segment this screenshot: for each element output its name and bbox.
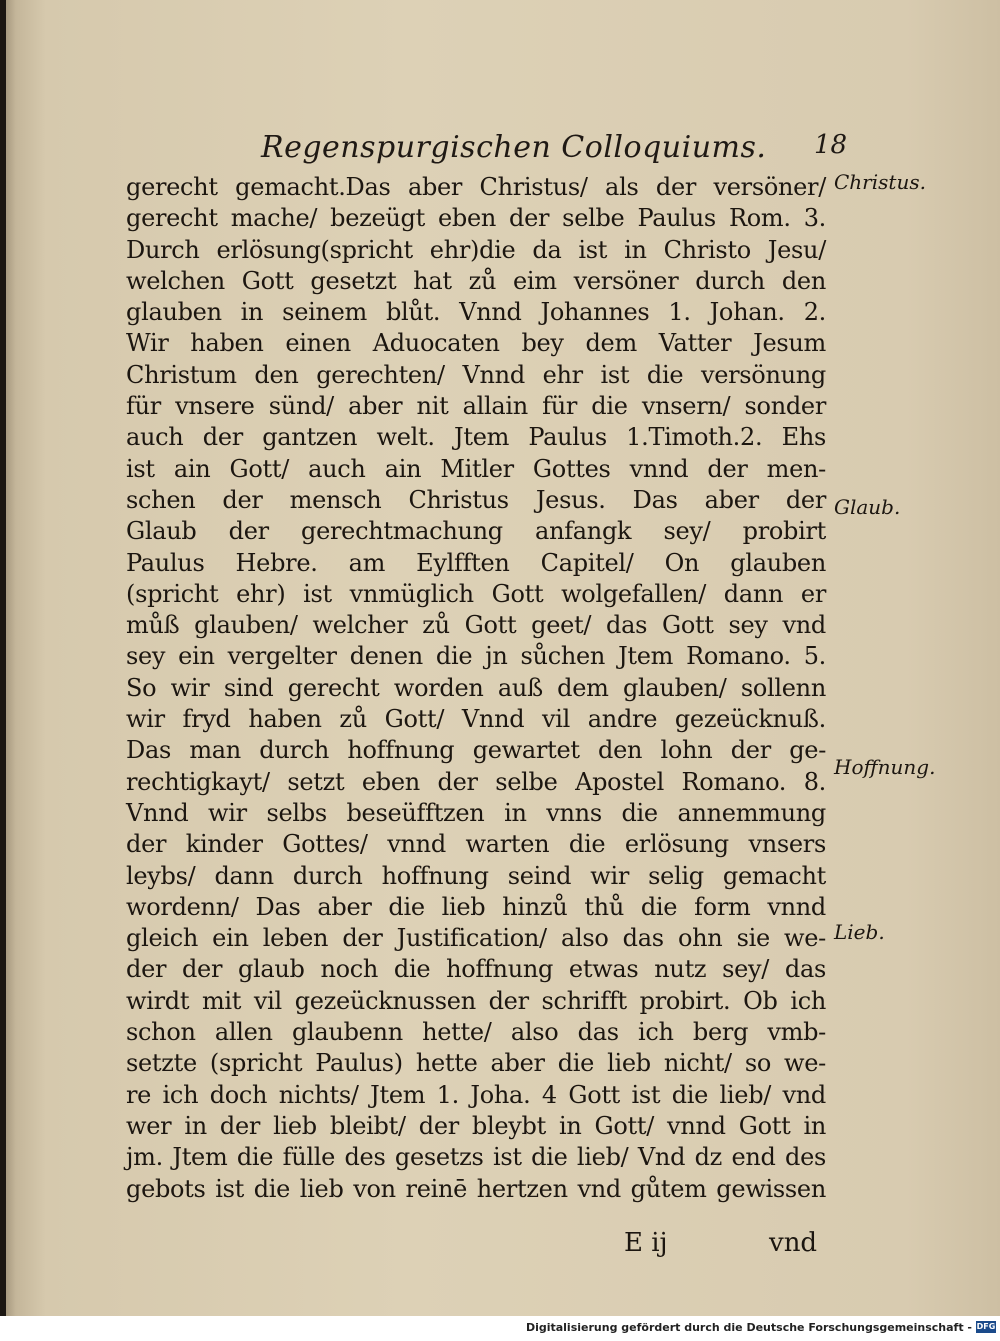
text-line: leybs/ dann durch hoffnung seind wir selig gemacht [126,861,826,890]
text-line: ist ain Gott/ auch ain Mitler Gottes vnnd der men- [126,454,826,483]
text-line: Durch erlösung(spricht ehr)die da ist in Christo Jesu/ [126,235,826,264]
book-page [6,0,1000,1316]
text-line: gleich ein leben der Justification/ also das ohn sie we- [126,924,826,953]
text-line: glauben in seinem blůt. Vnnd Johannes 1. Johan. 2. [126,298,826,327]
text-line: wirdt mit vil gezeücknussen der schrifft probirt. Ob ich [126,986,826,1015]
text-line: (spricht ehr) ist vnmüglich Gott wolgefallen/ dann er [126,579,826,608]
body-text [126,172,826,1205]
text-line: der der glaub noch die hoffnung etwas nutz sey/ das [126,955,826,984]
marginal-note-christus: Christus. [834,170,926,194]
text-line: Vnnd wir selbs beseüfftzen in vnns die annemmung [126,798,826,827]
text-line: Wir haben einen Aduocaten bey dem Vatter Jesum [126,329,826,358]
text-line: Christum den gerechten/ Vnnd ehr ist die versönung [126,360,826,389]
text-line: wordenn/ Das aber die lieb hinzů thů die form vnnd [126,892,826,921]
text-line: jm. Jtem die fülle des gesetzs ist die lieb/ Vnd dz end des [126,1143,826,1172]
text-line: Das man durch hoffnung gewartet den lohn der ge- [126,736,826,765]
text-line: der kinder Gottes/ vnnd warten die erlösung vnsers [126,830,826,859]
marginal-note-glaub: Glaub. [834,495,901,519]
text-line: wer in der lieb bleibt/ der bleybt in Gott/ vnnd Gott in [126,1111,826,1140]
marginal-note-lieb: Lieb. [834,920,885,944]
text-line: sey ein vergelter denen die jn sůchen Jtem Romano. 5. [126,642,826,671]
running-head: Regenspurgischen Colloquiums. [261,130,767,165]
text-line: gebots ist die lieb von reinē hertzen vnd gůtem gewissen [126,1174,826,1203]
digitization-footer [0,1316,1000,1341]
marginal-note-hoffnung: Hoffnung. [834,755,936,779]
text-line: auch der gantzen welt. Jtem Paulus 1.Timoth.2. Ehs [126,423,826,452]
text-line: schon allen glaubenn hette/ also das ich berg vmb- [126,1018,826,1047]
text-line: wir fryd haben zů Gott/ Vnnd vil andre gezeücknuß. [126,705,826,734]
text-line: můß glauben/ welcher zů Gott geet/ das Gott sey vnd [126,611,826,640]
text-line: gerecht mache/ bezeügt eben der selbe Paulus Rom. 3. [126,204,826,233]
dfg-logo: DFG [976,1322,996,1331]
text-line: Paulus Hebre. am Eylfften Capitel/ On glauben [126,548,826,577]
text-line: für vnsere sünd/ aber nit allain für die vnsern/ sonder [126,392,826,421]
folio-number: 18 [814,130,848,160]
signature-mark: E ij [624,1228,668,1258]
text-line: welchen Gott gesetzt hat zů eim versöner durch den [126,266,826,295]
funding-credit: Digitalisierung gefördert durch die Deutsche Forschungsgemeinschaft - [525,1321,972,1334]
text-line: Glaub der gerechtmachung anfangk sey/ probirt [126,517,826,546]
text-line: So wir sind gerecht worden auß dem glauben/ sollenn [126,673,826,702]
text-line: setzte (spricht Paulus) hette aber die lieb nicht/ so we- [126,1049,826,1078]
text-line: rechtigkayt/ setzt eben der selbe Apostel Romano. 8. [126,767,826,796]
text-line: schen der mensch Christus Jesus. Das aber der [126,485,826,514]
catchword: vnd [769,1228,818,1258]
text-line: gerecht gemacht.Das aber Christus/ als der versöner/ [126,173,826,201]
text-line: re ich doch nichts/ Jtem 1. Joha. 4 Gott ist die lieb/ vnd [126,1080,826,1109]
